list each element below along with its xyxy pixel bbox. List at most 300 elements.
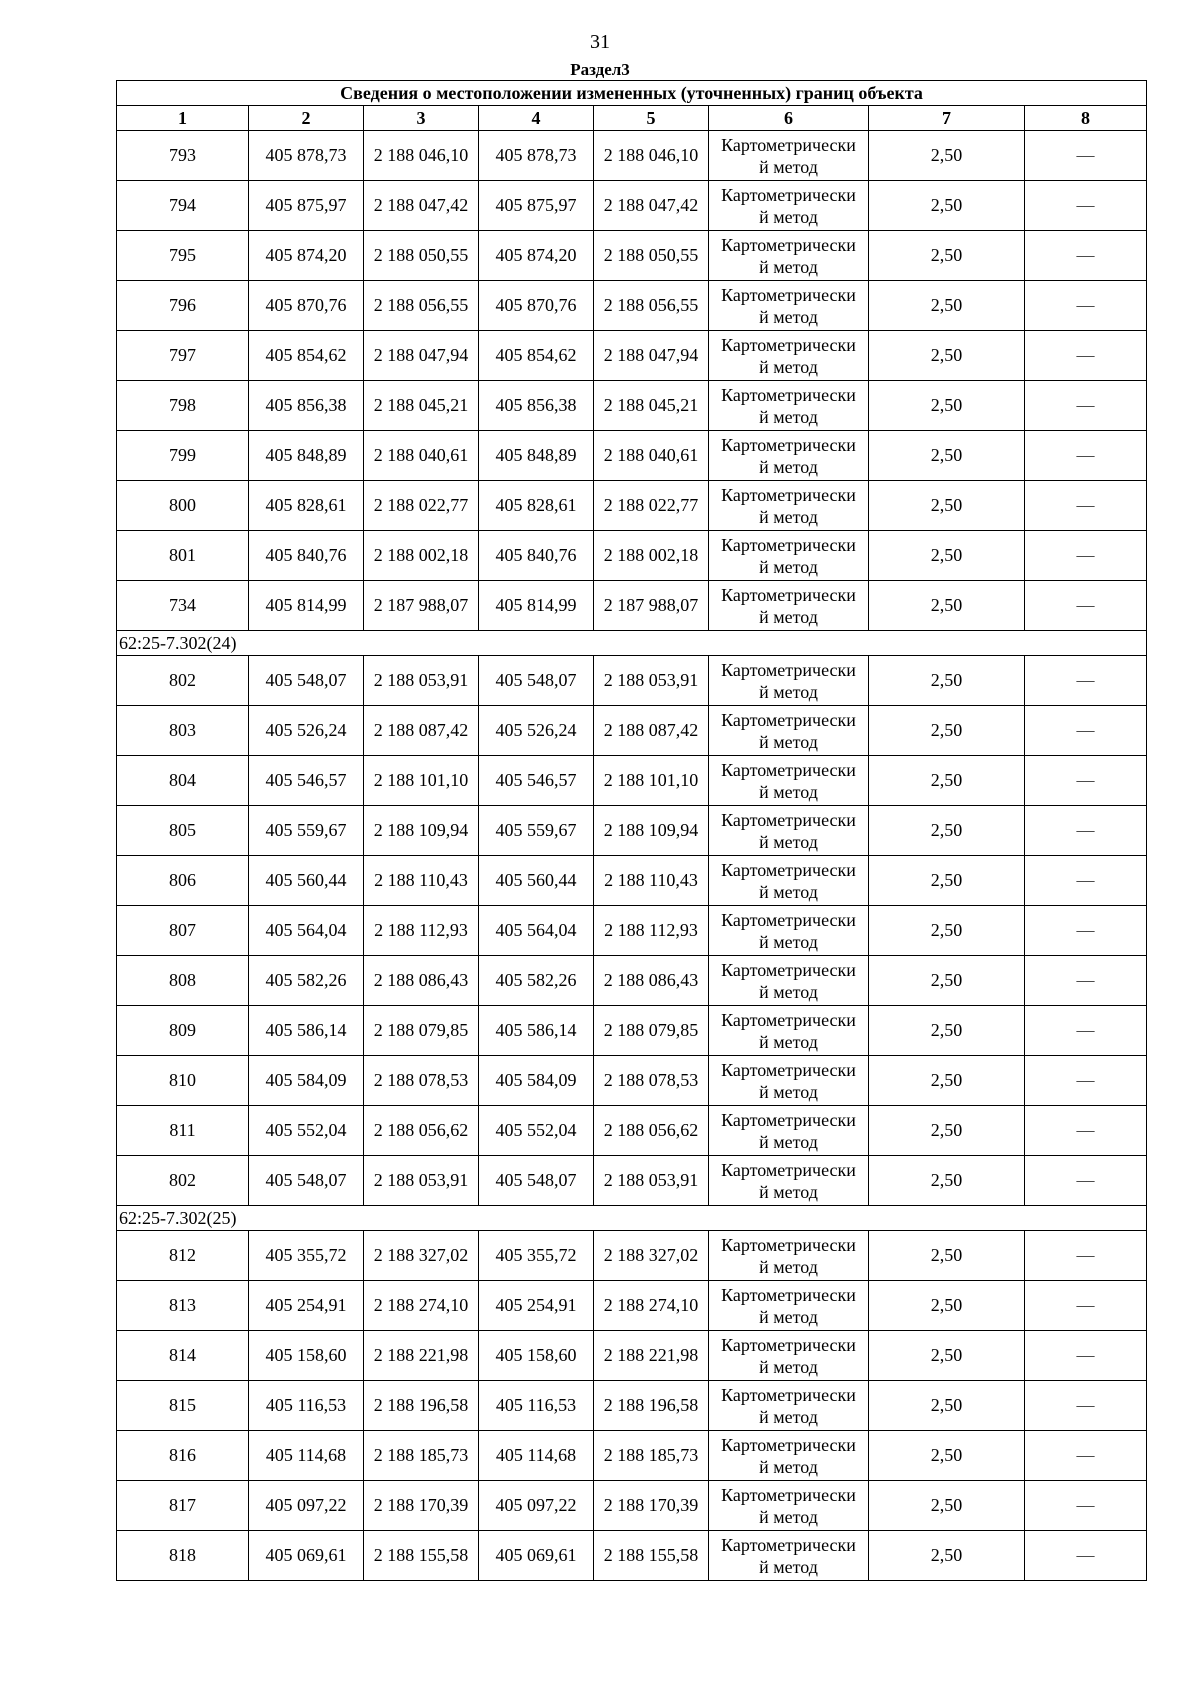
- y-coordinate: 2 188 047,42: [364, 181, 479, 231]
- y-coordinate: 2 188 087,42: [364, 706, 479, 756]
- description-cell: —: [1025, 181, 1147, 231]
- method-cell: [709, 706, 869, 756]
- point-number: 794: [117, 181, 249, 231]
- point-number: 734: [117, 581, 249, 631]
- accuracy-value: 2,50: [869, 1481, 1025, 1531]
- method-text: Картометрически: [721, 1159, 856, 1180]
- method-cell: [709, 1106, 869, 1156]
- description-cell: —: [1025, 656, 1147, 706]
- method-text: Картометрически: [721, 759, 856, 780]
- method-text: Картометрически: [721, 1384, 856, 1405]
- x-coordinate-new: 405 584,09: [479, 1056, 594, 1106]
- x-coordinate-new: 405 526,24: [479, 706, 594, 756]
- column-number: 2: [249, 106, 364, 131]
- y-coordinate-new: 2 188 274,10: [594, 1281, 709, 1331]
- table-row: [117, 1156, 1147, 1206]
- method-text: Картометрически: [721, 184, 856, 205]
- method-cell: [709, 1331, 869, 1381]
- y-coordinate-new: 2 188 047,42: [594, 181, 709, 231]
- point-number: 813: [117, 1281, 249, 1331]
- accuracy-value: 2,50: [869, 381, 1025, 431]
- method-text: Картометрически: [721, 134, 856, 155]
- method-text: Картометрически: [721, 1234, 856, 1255]
- column-number: 6: [709, 106, 869, 131]
- x-coordinate: 405 560,44: [249, 856, 364, 906]
- y-coordinate-new: 2 188 110,43: [594, 856, 709, 906]
- section-title: Раздел3: [570, 60, 630, 79]
- point-number: 797: [117, 331, 249, 381]
- accuracy-value: 2,50: [869, 1056, 1025, 1106]
- method-text: Картометрически: [721, 334, 856, 355]
- y-coordinate: 2 188 040,61: [364, 431, 479, 481]
- table-row: [117, 131, 1147, 181]
- table-row: [117, 1431, 1147, 1481]
- y-coordinate: 2 188 110,43: [364, 856, 479, 906]
- table-row: [117, 381, 1147, 431]
- y-coordinate-new: 2 188 056,55: [594, 281, 709, 331]
- x-coordinate: 405 856,38: [249, 381, 364, 431]
- y-coordinate: 2 188 002,18: [364, 531, 479, 581]
- column-number: 7: [869, 106, 1025, 131]
- accuracy-value: 2,50: [869, 281, 1025, 331]
- method-text: Картометрически: [721, 1534, 856, 1555]
- method-cell: [709, 756, 869, 806]
- x-coordinate: 405 158,60: [249, 1331, 364, 1381]
- x-coordinate-new: 405 355,72: [479, 1231, 594, 1281]
- table-row: [117, 531, 1147, 581]
- y-coordinate: 2 188 101,10: [364, 756, 479, 806]
- point-number: 812: [117, 1231, 249, 1281]
- method-cell: [709, 1056, 869, 1106]
- point-number: 803: [117, 706, 249, 756]
- method-text: й метод: [759, 1456, 818, 1477]
- x-coordinate: 405 854,62: [249, 331, 364, 381]
- method-cell: [709, 1481, 869, 1531]
- method-cell: [709, 1231, 869, 1281]
- table-caption: Сведения о местоположении измененных (уточненных) границ объекта: [117, 81, 1147, 106]
- method-cell: [709, 331, 869, 381]
- y-coordinate: 2 188 056,62: [364, 1106, 479, 1156]
- method-text: Картометрически: [721, 709, 856, 730]
- accuracy-value: 2,50: [869, 1231, 1025, 1281]
- method-text: Картометрически: [721, 584, 856, 605]
- method-text: Картометрически: [721, 484, 856, 505]
- method-cell: [709, 1381, 869, 1431]
- parcel-group-label: 62:25-7.302(24): [117, 631, 1147, 656]
- method-text: й метод: [759, 931, 818, 952]
- x-coordinate: 405 828,61: [249, 481, 364, 531]
- table-row: [117, 1106, 1147, 1156]
- column-number: 1: [117, 106, 249, 131]
- accuracy-value: 2,50: [869, 581, 1025, 631]
- y-coordinate-new: 2 188 196,58: [594, 1381, 709, 1431]
- description-cell: —: [1025, 1006, 1147, 1056]
- point-number: 809: [117, 1006, 249, 1056]
- y-coordinate-new: 2 188 046,10: [594, 131, 709, 181]
- method-text: й метод: [759, 681, 818, 702]
- y-coordinate: 2 188 045,21: [364, 381, 479, 431]
- description-cell: —: [1025, 1281, 1147, 1331]
- x-coordinate: 405 878,73: [249, 131, 364, 181]
- y-coordinate-new: 2 187 988,07: [594, 581, 709, 631]
- point-number: 815: [117, 1381, 249, 1431]
- y-coordinate-new: 2 188 221,98: [594, 1331, 709, 1381]
- x-coordinate: 405 840,76: [249, 531, 364, 581]
- method-cell: [709, 656, 869, 706]
- description-cell: —: [1025, 431, 1147, 481]
- x-coordinate: 405 584,09: [249, 1056, 364, 1106]
- method-cell: [709, 856, 869, 906]
- method-text: й метод: [759, 1081, 818, 1102]
- x-coordinate: 405 559,67: [249, 806, 364, 856]
- x-coordinate-new: 405 548,07: [479, 656, 594, 706]
- method-cell: [709, 1431, 869, 1481]
- accuracy-value: 2,50: [869, 1006, 1025, 1056]
- accuracy-value: 2,50: [869, 656, 1025, 706]
- description-cell: —: [1025, 756, 1147, 806]
- x-coordinate: 405 586,14: [249, 1006, 364, 1056]
- table-row: [117, 431, 1147, 481]
- y-coordinate: 2 188 053,91: [364, 1156, 479, 1206]
- table-row: [117, 956, 1147, 1006]
- method-cell: [709, 1156, 869, 1206]
- description-cell: —: [1025, 1531, 1147, 1581]
- table-row: [117, 481, 1147, 531]
- method-text: й метод: [759, 406, 818, 427]
- y-coordinate: 2 188 050,55: [364, 231, 479, 281]
- method-cell: [709, 806, 869, 856]
- y-coordinate: 2 188 196,58: [364, 1381, 479, 1431]
- y-coordinate-new: 2 188 079,85: [594, 1006, 709, 1056]
- method-cell: [709, 431, 869, 481]
- method-cell: [709, 181, 869, 231]
- x-coordinate-new: 405 069,61: [479, 1531, 594, 1581]
- table-row: [117, 1056, 1147, 1106]
- table-row: [117, 656, 1147, 706]
- column-number: 5: [594, 106, 709, 131]
- accuracy-value: 2,50: [869, 1531, 1025, 1581]
- x-coordinate: 405 254,91: [249, 1281, 364, 1331]
- y-coordinate-new: 2 188 112,93: [594, 906, 709, 956]
- table-row: [117, 1381, 1147, 1431]
- description-cell: —: [1025, 1156, 1147, 1206]
- method-text: й метод: [759, 1356, 818, 1377]
- x-coordinate-new: 405 586,14: [479, 1006, 594, 1056]
- y-coordinate: 2 188 056,55: [364, 281, 479, 331]
- y-coordinate: 2 188 170,39: [364, 1481, 479, 1531]
- method-text: й метод: [759, 731, 818, 752]
- method-text: й метод: [759, 831, 818, 852]
- x-coordinate: 405 355,72: [249, 1231, 364, 1281]
- method-text: Картометрически: [721, 1484, 856, 1505]
- x-coordinate: 405 548,07: [249, 656, 364, 706]
- point-number: 799: [117, 431, 249, 481]
- point-number: 814: [117, 1331, 249, 1381]
- y-coordinate-new: 2 188 040,61: [594, 431, 709, 481]
- x-coordinate-new: 405 875,97: [479, 181, 594, 231]
- accuracy-value: 2,50: [869, 756, 1025, 806]
- method-text: й метод: [759, 1131, 818, 1152]
- method-cell: [709, 231, 869, 281]
- accuracy-value: 2,50: [869, 1431, 1025, 1481]
- table-body: [117, 131, 1147, 1581]
- y-coordinate-new: 2 188 050,55: [594, 231, 709, 281]
- point-number: 798: [117, 381, 249, 431]
- table-row: [117, 1481, 1147, 1531]
- y-coordinate-new: 2 188 045,21: [594, 381, 709, 431]
- accuracy-value: 2,50: [869, 431, 1025, 481]
- method-text: Картометрически: [721, 1434, 856, 1455]
- y-coordinate-new: 2 188 101,10: [594, 756, 709, 806]
- method-text: Картометрически: [721, 809, 856, 830]
- point-number: 807: [117, 906, 249, 956]
- method-text: й метод: [759, 206, 818, 227]
- method-text: Картометрически: [721, 1109, 856, 1130]
- table-row: [117, 1331, 1147, 1381]
- table-row: [117, 331, 1147, 381]
- method-cell: [709, 281, 869, 331]
- y-coordinate: 2 188 079,85: [364, 1006, 479, 1056]
- y-coordinate-new: 2 188 109,94: [594, 806, 709, 856]
- x-coordinate-new: 405 546,57: [479, 756, 594, 806]
- table-row: [117, 806, 1147, 856]
- method-cell: [709, 1006, 869, 1056]
- accuracy-value: 2,50: [869, 231, 1025, 281]
- x-coordinate-new: 405 560,44: [479, 856, 594, 906]
- method-text: Картометрически: [721, 659, 856, 680]
- description-cell: —: [1025, 381, 1147, 431]
- point-number: 796: [117, 281, 249, 331]
- y-coordinate-new: 2 188 002,18: [594, 531, 709, 581]
- x-coordinate: 405 548,07: [249, 1156, 364, 1206]
- x-coordinate: 405 870,76: [249, 281, 364, 331]
- y-coordinate: 2 188 053,91: [364, 656, 479, 706]
- column-number: 3: [364, 106, 479, 131]
- method-text: й метод: [759, 306, 818, 327]
- method-text: Картометрически: [721, 1009, 856, 1030]
- point-number: 802: [117, 1156, 249, 1206]
- method-text: й метод: [759, 256, 818, 277]
- boundary-coordinates-table: [116, 80, 1147, 1581]
- x-coordinate: 405 552,04: [249, 1106, 364, 1156]
- description-cell: —: [1025, 1481, 1147, 1531]
- point-number: 811: [117, 1106, 249, 1156]
- method-text: й метод: [759, 556, 818, 577]
- x-coordinate: 405 069,61: [249, 1531, 364, 1581]
- description-cell: —: [1025, 956, 1147, 1006]
- method-cell: [709, 481, 869, 531]
- point-number: 795: [117, 231, 249, 281]
- method-cell: [709, 581, 869, 631]
- accuracy-value: 2,50: [869, 856, 1025, 906]
- method-text: Картометрически: [721, 234, 856, 255]
- y-coordinate: 2 188 086,43: [364, 956, 479, 1006]
- method-text: Картометрически: [721, 1284, 856, 1305]
- y-coordinate: 2 188 078,53: [364, 1056, 479, 1106]
- method-cell: [709, 131, 869, 181]
- description-cell: —: [1025, 331, 1147, 381]
- y-coordinate: 2 188 047,94: [364, 331, 479, 381]
- point-number: 800: [117, 481, 249, 531]
- method-text: й метод: [759, 1406, 818, 1427]
- y-coordinate: 2 188 155,58: [364, 1531, 479, 1581]
- y-coordinate: 2 188 221,98: [364, 1331, 479, 1381]
- parcel-group-label: 62:25-7.302(25): [117, 1206, 1147, 1231]
- y-coordinate-new: 2 188 078,53: [594, 1056, 709, 1106]
- description-cell: —: [1025, 1231, 1147, 1281]
- x-coordinate: 405 848,89: [249, 431, 364, 481]
- y-coordinate-new: 2 188 086,43: [594, 956, 709, 1006]
- x-coordinate: 405 814,99: [249, 581, 364, 631]
- accuracy-value: 2,50: [869, 481, 1025, 531]
- table-row: [117, 706, 1147, 756]
- x-coordinate-new: 405 878,73: [479, 131, 594, 181]
- point-number: 804: [117, 756, 249, 806]
- point-number: 793: [117, 131, 249, 181]
- method-text: й метод: [759, 981, 818, 1002]
- y-coordinate-new: 2 188 056,62: [594, 1106, 709, 1156]
- method-text: й метод: [759, 1181, 818, 1202]
- description-cell: —: [1025, 906, 1147, 956]
- x-coordinate: 405 097,22: [249, 1481, 364, 1531]
- table-row: [117, 1231, 1147, 1281]
- table-row: [117, 1531, 1147, 1581]
- x-coordinate-new: 405 564,04: [479, 906, 594, 956]
- description-cell: —: [1025, 531, 1147, 581]
- y-coordinate-new: 2 188 155,58: [594, 1531, 709, 1581]
- description-cell: —: [1025, 806, 1147, 856]
- method-text: Картометрически: [721, 1334, 856, 1355]
- x-coordinate: 405 564,04: [249, 906, 364, 956]
- method-text: Картометрически: [721, 959, 856, 980]
- method-text: й метод: [759, 156, 818, 177]
- column-number: 8: [1025, 106, 1147, 131]
- parcel-group-row: [117, 1206, 1147, 1231]
- y-coordinate: 2 188 327,02: [364, 1231, 479, 1281]
- method-text: Картометрически: [721, 384, 856, 405]
- table-row: [117, 281, 1147, 331]
- method-text: й метод: [759, 456, 818, 477]
- table-row: [117, 756, 1147, 806]
- y-coordinate-new: 2 188 327,02: [594, 1231, 709, 1281]
- table-row: [117, 581, 1147, 631]
- method-cell: [709, 381, 869, 431]
- method-cell: [709, 531, 869, 581]
- point-number: 816: [117, 1431, 249, 1481]
- accuracy-value: 2,50: [869, 806, 1025, 856]
- method-cell: [709, 1281, 869, 1331]
- accuracy-value: 2,50: [869, 1381, 1025, 1431]
- y-coordinate: 2 188 109,94: [364, 806, 479, 856]
- point-number: 818: [117, 1531, 249, 1581]
- y-coordinate: 2 188 112,93: [364, 906, 479, 956]
- table-row: [117, 906, 1147, 956]
- y-coordinate-new: 2 188 047,94: [594, 331, 709, 381]
- y-coordinate: 2 188 022,77: [364, 481, 479, 531]
- table-row: [117, 856, 1147, 906]
- method-text: Картометрически: [721, 434, 856, 455]
- x-coordinate-new: 405 254,91: [479, 1281, 594, 1331]
- method-text: й метод: [759, 1031, 818, 1052]
- x-coordinate: 405 526,24: [249, 706, 364, 756]
- table-row: [117, 181, 1147, 231]
- method-text: Картометрически: [721, 534, 856, 555]
- accuracy-value: 2,50: [869, 531, 1025, 581]
- x-coordinate: 405 875,97: [249, 181, 364, 231]
- y-coordinate-new: 2 188 053,91: [594, 1156, 709, 1206]
- accuracy-value: 2,50: [869, 1331, 1025, 1381]
- accuracy-value: 2,50: [869, 1281, 1025, 1331]
- x-coordinate-new: 405 114,68: [479, 1431, 594, 1481]
- accuracy-value: 2,50: [869, 1156, 1025, 1206]
- parcel-group-row: [117, 631, 1147, 656]
- x-coordinate-new: 405 097,22: [479, 1481, 594, 1531]
- description-cell: —: [1025, 231, 1147, 281]
- method-text: й метод: [759, 1306, 818, 1327]
- y-coordinate-new: 2 188 022,77: [594, 481, 709, 531]
- accuracy-value: 2,50: [869, 331, 1025, 381]
- description-cell: —: [1025, 581, 1147, 631]
- x-coordinate: 405 116,53: [249, 1381, 364, 1431]
- y-coordinate: 2 188 185,73: [364, 1431, 479, 1481]
- description-cell: —: [1025, 481, 1147, 531]
- description-cell: —: [1025, 1056, 1147, 1106]
- x-coordinate-new: 405 548,07: [479, 1156, 594, 1206]
- y-coordinate-new: 2 188 170,39: [594, 1481, 709, 1531]
- accuracy-value: 2,50: [869, 131, 1025, 181]
- description-cell: —: [1025, 281, 1147, 331]
- x-coordinate-new: 405 854,62: [479, 331, 594, 381]
- x-coordinate-new: 405 828,61: [479, 481, 594, 531]
- point-number: 808: [117, 956, 249, 1006]
- point-number: 801: [117, 531, 249, 581]
- method-text: й метод: [759, 506, 818, 527]
- x-coordinate-new: 405 848,89: [479, 431, 594, 481]
- column-number: 4: [479, 106, 594, 131]
- method-text: й метод: [759, 606, 818, 627]
- point-number: 817: [117, 1481, 249, 1531]
- column-number-row: [117, 106, 1147, 131]
- y-coordinate-new: 2 188 087,42: [594, 706, 709, 756]
- method-text: Картометрически: [721, 1059, 856, 1080]
- x-coordinate-new: 405 870,76: [479, 281, 594, 331]
- method-text: й метод: [759, 356, 818, 377]
- point-number: 806: [117, 856, 249, 906]
- method-text: Картометрически: [721, 284, 856, 305]
- method-text: й метод: [759, 1256, 818, 1277]
- x-coordinate-new: 405 559,67: [479, 806, 594, 856]
- y-coordinate: 2 187 988,07: [364, 581, 479, 631]
- x-coordinate: 405 874,20: [249, 231, 364, 281]
- method-cell: [709, 906, 869, 956]
- y-coordinate: 2 188 274,10: [364, 1281, 479, 1331]
- x-coordinate: 405 582,26: [249, 956, 364, 1006]
- table-row: [117, 1006, 1147, 1056]
- accuracy-value: 2,50: [869, 706, 1025, 756]
- description-cell: —: [1025, 1331, 1147, 1381]
- table-row: [117, 1281, 1147, 1331]
- y-coordinate-new: 2 188 185,73: [594, 1431, 709, 1481]
- x-coordinate-new: 405 856,38: [479, 381, 594, 431]
- x-coordinate-new: 405 552,04: [479, 1106, 594, 1156]
- accuracy-value: 2,50: [869, 1106, 1025, 1156]
- method-cell: [709, 956, 869, 1006]
- x-coordinate-new: 405 116,53: [479, 1381, 594, 1431]
- method-text: Картометрически: [721, 909, 856, 930]
- description-cell: —: [1025, 1381, 1147, 1431]
- description-cell: —: [1025, 131, 1147, 181]
- description-cell: —: [1025, 1106, 1147, 1156]
